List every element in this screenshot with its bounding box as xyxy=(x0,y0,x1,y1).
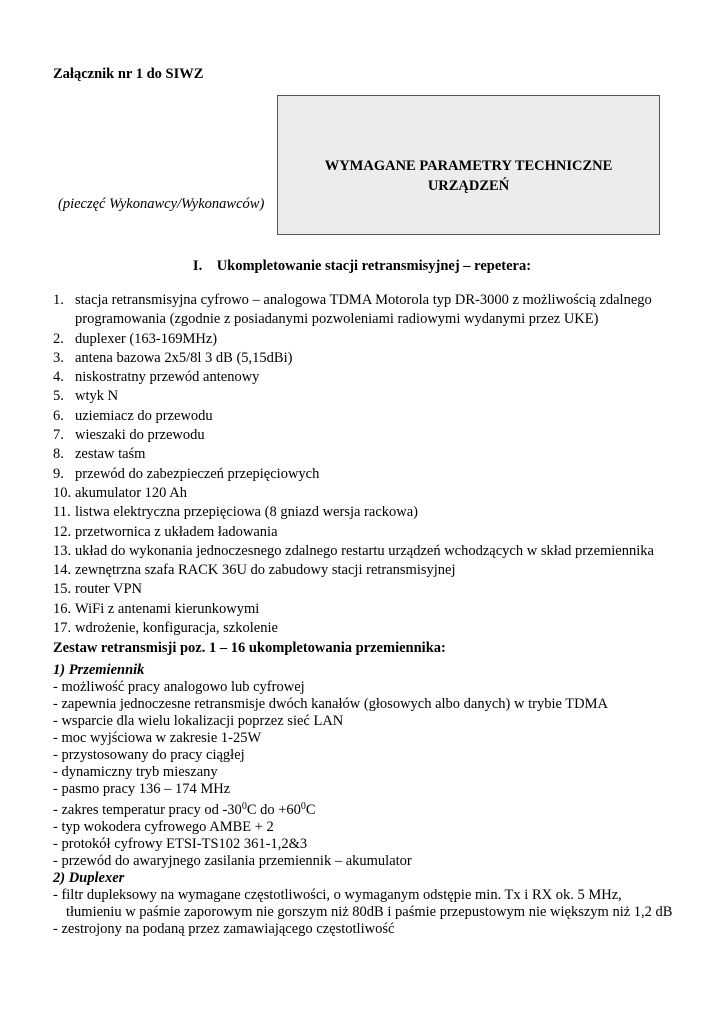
list-item xyxy=(53,330,693,349)
list-item xyxy=(53,349,693,368)
document-title xyxy=(278,156,659,196)
list-item xyxy=(53,484,693,503)
duplexer-line1: - filtr dupleksowy na wymagane częstotliwości, o wymaganym odstępie min. Tx i RX ok. 5 MHz, xyxy=(53,887,622,903)
list-item xyxy=(53,445,693,464)
list-item-number: 1. xyxy=(53,292,64,308)
spec-line: - przystosowany do pracy ciągłej xyxy=(53,747,245,763)
list-item xyxy=(53,523,693,542)
spec-line: - moc wyjściowa w zakresie 1-25W xyxy=(53,730,262,746)
list-item xyxy=(53,619,693,638)
annex-label: Załącznik nr 1 do SIWZ xyxy=(53,66,204,82)
list-item-text: duplexer (163-169MHz) xyxy=(75,330,218,347)
list-item-number: 5. xyxy=(53,388,64,405)
list-item xyxy=(53,426,693,445)
list-item xyxy=(53,407,693,426)
document-title-line2: URZĄDZEŃ xyxy=(427,178,510,194)
list-item-text: stacja retransmisyjna cyfrowo – analogowa TDMA Motorola typ DR-3000 z możliwością zdalnego xyxy=(75,292,652,308)
list-item-number: 9. xyxy=(53,465,64,482)
list-item-text: wtyk N xyxy=(75,388,119,405)
duplexer-line2: tłumieniu w paśmie zaporowym nie gorszym niż 80dB i paśmie przepustowym nie większym niż 1,2 dB xyxy=(66,904,673,920)
list-item-number: 17. xyxy=(53,620,72,637)
contractor-stamp-caption: (pieczęć Wykonawcy/Wykonawców) xyxy=(58,196,265,212)
przemiennik-section xyxy=(53,662,693,870)
list-item-text: listwa elektryczna przepięciowa (8 gniazd wersja rackowa) xyxy=(75,504,418,521)
spec-line: - pasmo pracy 136 – 174 MHz xyxy=(53,781,231,797)
list-item-text: przewód do zabezpieczeń przepięciowych xyxy=(75,465,320,482)
list-item-number: 13. xyxy=(53,542,72,559)
temp-sup1: 0 xyxy=(241,801,247,812)
przemiennik-title: 1) Przemiennik xyxy=(53,662,145,678)
document-title-line1: WYMAGANE PARAMETRY TECHNICZNE xyxy=(324,158,613,174)
przemiennik-lines2 xyxy=(53,819,693,870)
list-item xyxy=(53,503,693,522)
list-item-number: 14. xyxy=(53,562,72,579)
list-item xyxy=(53,291,693,330)
list-item xyxy=(53,600,693,619)
przemiennik-lines xyxy=(53,679,693,798)
spec-line: - protokół cyfrowy ETSI-TS102 361-1,2&3 xyxy=(53,836,308,852)
spec-line: - przewód do awaryjnego zasilania przemiennik – akumulator xyxy=(53,853,412,869)
spec-line: - zapewnia jednoczesne retransmisje dwóch kanałów (głosowych albo danych) w trybie TDMA xyxy=(53,696,608,712)
list-item-text: uziemiacz do przewodu xyxy=(75,407,213,424)
list-item-number: 4. xyxy=(53,369,64,386)
list-item-text: antena bazowa 2x5/8l 3 dB (5,15dBi) xyxy=(75,349,293,366)
title-box xyxy=(277,95,660,235)
section-heading: I. Ukompletowanie stacji retransmisyjnej – repetera: xyxy=(192,258,532,274)
list-item-number: 15. xyxy=(53,581,72,598)
list-item xyxy=(53,465,693,484)
summary-heading: Zestaw retransmisji poz. 1 – 16 ukompletowania przemiennika: xyxy=(53,640,446,656)
temp-sup2: 0 xyxy=(300,801,306,812)
list-item-number: 8. xyxy=(53,446,64,463)
list-item-text: zestaw taśm xyxy=(75,446,146,463)
duplexer-line3: - zestrojony na podaną przez zamawiającego częstotliwość xyxy=(53,921,395,937)
list-item xyxy=(53,368,693,387)
duplexer-section xyxy=(53,870,693,938)
list-item-number: 11. xyxy=(53,504,71,521)
list-item xyxy=(53,580,693,599)
temperature-line xyxy=(53,798,693,819)
list-item xyxy=(53,542,693,561)
list-item-number: 16. xyxy=(53,600,72,617)
equipment-list xyxy=(53,291,693,638)
temp-mid: C do +60 xyxy=(246,802,301,818)
list-item-text-continued: programowania (zgodnie z posiadanymi pozwoleniami radiowymi wydanymi przez UKE) xyxy=(75,311,599,328)
duplexer-title: 2) Duplexer xyxy=(53,870,125,886)
list-item-number: 10. xyxy=(53,484,72,501)
list-item-text: układ do wykonania jednoczesnego zdalnego restartu urządzeń wchodzących w skład przemiennika xyxy=(75,542,654,559)
list-item xyxy=(53,561,693,580)
temp-prefix: - zakres temperatur pracy od -30 xyxy=(53,802,242,818)
list-item-text: niskostratny przewód antenowy xyxy=(75,369,260,386)
list-item-text: akumulator 120 Ah xyxy=(75,484,187,501)
list-item-text: przetwornica z układem ładowania xyxy=(75,523,278,540)
list-item-number: 3. xyxy=(53,349,64,366)
list-item-text: wdrożenie, konfiguracja, szkolenie xyxy=(75,620,278,637)
temp-suffix: C xyxy=(305,802,316,818)
list-item-text: zewnętrzna szafa RACK 36U do zabudowy stacji retransmisyjnej xyxy=(75,562,456,579)
list-item-number: 7. xyxy=(53,427,64,444)
list-item xyxy=(53,387,693,406)
list-item-text: router VPN xyxy=(75,581,142,598)
list-item-number: 2. xyxy=(53,330,64,347)
list-item-text: WiFi z antenami kierunkowymi xyxy=(75,600,260,617)
list-item-number: 6. xyxy=(53,407,64,424)
spec-line: - wsparcie dla wielu lokalizacji poprzez sieć LAN xyxy=(53,713,344,729)
list-item-number: 12. xyxy=(53,523,72,540)
list-item-text: wieszaki do przewodu xyxy=(75,427,205,444)
spec-line: - możliwość pracy analogowo lub cyfrowej xyxy=(53,679,305,695)
spec-line: - typ wokodera cyfrowego AMBE + 2 xyxy=(53,819,274,835)
spec-line: - dynamiczny tryb mieszany xyxy=(53,764,218,780)
